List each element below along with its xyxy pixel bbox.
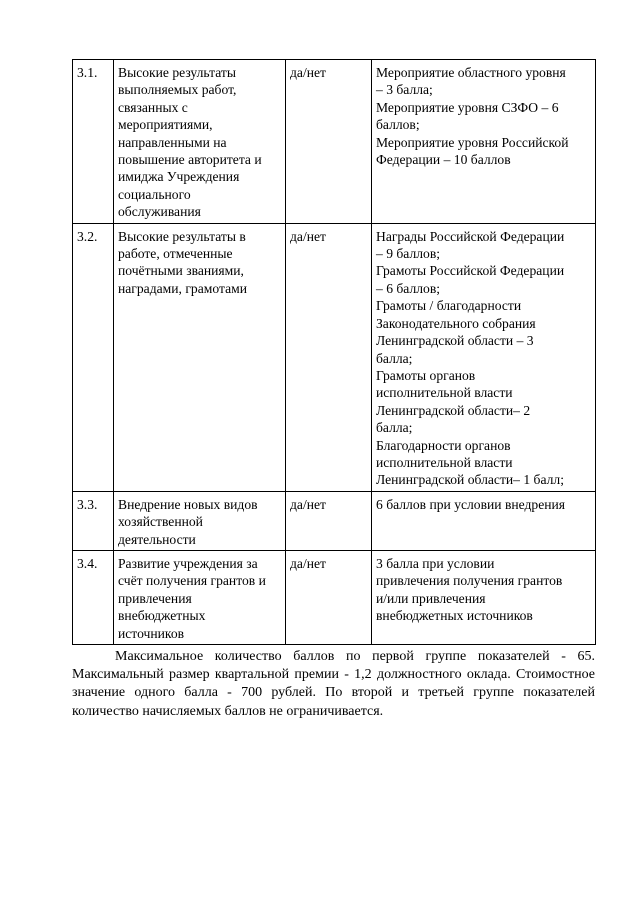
cell-line: балла; <box>376 350 413 366</box>
value-cell: да/нет <box>286 550 372 644</box>
cell-line: 3 балла при условии <box>376 555 495 571</box>
cell-line: Грамоты органов <box>376 367 476 383</box>
cell-line: работе, отмеченные <box>118 246 233 262</box>
cell-line: привлечения получения грантов <box>376 573 563 589</box>
cell-line: Мероприятие уровня Российской <box>376 134 569 150</box>
cell-line: повышение авторитета и <box>118 152 262 168</box>
cell-line: Ленинградской области – 3 <box>376 333 534 349</box>
cell-line: связанных с <box>118 99 188 115</box>
cell-line: Мероприятие областного уровня <box>376 65 566 80</box>
cell-line: и/или привлечения <box>376 590 486 606</box>
cell-line: исполнительной власти <box>376 385 513 401</box>
row-number: 3.4. <box>73 550 114 644</box>
row-number: 3.3. <box>73 491 114 550</box>
cell-line: имиджа Учреждения <box>118 169 240 185</box>
summary-paragraph: Максимальное количество баллов по первой группе показателей - 65. Максимальный размер квартальной премии - 1,2 должностного оклада. Стоимостное значение одного балла - 700 рублей. По второй и третьей группе показателей количество начисляемых баллов не ограничивается. <box>72 649 595 719</box>
table-row <box>73 223 596 491</box>
cell-line: Высокие результаты <box>118 65 236 80</box>
cell-line: направленными на <box>118 134 227 150</box>
points-cell <box>372 223 596 491</box>
cell-line: источников <box>118 625 185 641</box>
cell-line: баллов; <box>376 117 420 133</box>
cell-line: Награды Российской Федерации <box>376 228 565 244</box>
criterion-cell <box>114 60 286 224</box>
cell-line: наградами, грамотами <box>118 280 247 296</box>
cell-line: Внедрение новых видов <box>118 496 258 512</box>
criteria-table-body <box>73 60 596 645</box>
cell-line: внебюджетных <box>118 608 206 624</box>
table-row <box>73 491 596 550</box>
cell-line: Высокие результаты в <box>118 228 246 244</box>
cell-line: Мероприятие уровня СЗФО – 6 <box>376 99 559 115</box>
cell-line: балла; <box>376 420 413 436</box>
points-cell <box>372 550 596 644</box>
cell-line: счёт получения грантов и <box>118 573 266 589</box>
table-row <box>73 60 596 224</box>
cell-line: хозяйственной <box>118 514 203 530</box>
cell-line: Благодарности органов <box>376 437 511 453</box>
cell-line: социального <box>118 186 191 202</box>
criteria-table <box>72 59 596 645</box>
criterion-cell <box>114 550 286 644</box>
cell-line: – 9 баллов; <box>376 246 441 262</box>
row-number: 3.1. <box>73 60 114 224</box>
points-cell <box>372 60 596 224</box>
cell-line: почётными званиями, <box>118 263 244 279</box>
cell-line: внебюджетных источников <box>376 608 533 624</box>
cell-line: обслуживания <box>118 204 201 220</box>
cell-line: Законодательного собрания <box>376 315 536 331</box>
cell-line: Ленинградской области– 2 <box>376 402 531 418</box>
cell-line: Ленинградской области– 1 балл; <box>376 472 564 488</box>
table-row <box>73 550 596 644</box>
cell-line: деятельности <box>118 531 196 547</box>
cell-line: выполняемых работ, <box>118 82 237 98</box>
cell-line: – 3 балла; <box>376 82 433 98</box>
row-number: 3.2. <box>73 223 114 491</box>
criterion-cell <box>114 223 286 491</box>
value-cell: да/нет <box>286 60 372 224</box>
cell-line: исполнительной власти <box>376 454 513 470</box>
cell-line: мероприятиями, <box>118 117 213 133</box>
cell-line: Грамоты / благодарности <box>376 298 522 314</box>
value-cell: да/нет <box>286 491 372 550</box>
cell-line: Федерации – 10 баллов <box>376 152 511 168</box>
cell-line: привлечения <box>118 590 192 606</box>
value-cell: да/нет <box>286 223 372 491</box>
cell-line: Грамоты Российской Федерации <box>376 263 565 279</box>
criterion-cell <box>114 491 286 550</box>
points-cell <box>372 491 596 550</box>
cell-line: Развитие учреждения за <box>118 555 258 571</box>
cell-line: 6 баллов при условии внедрения <box>376 496 566 512</box>
cell-line: – 6 баллов; <box>376 280 441 296</box>
